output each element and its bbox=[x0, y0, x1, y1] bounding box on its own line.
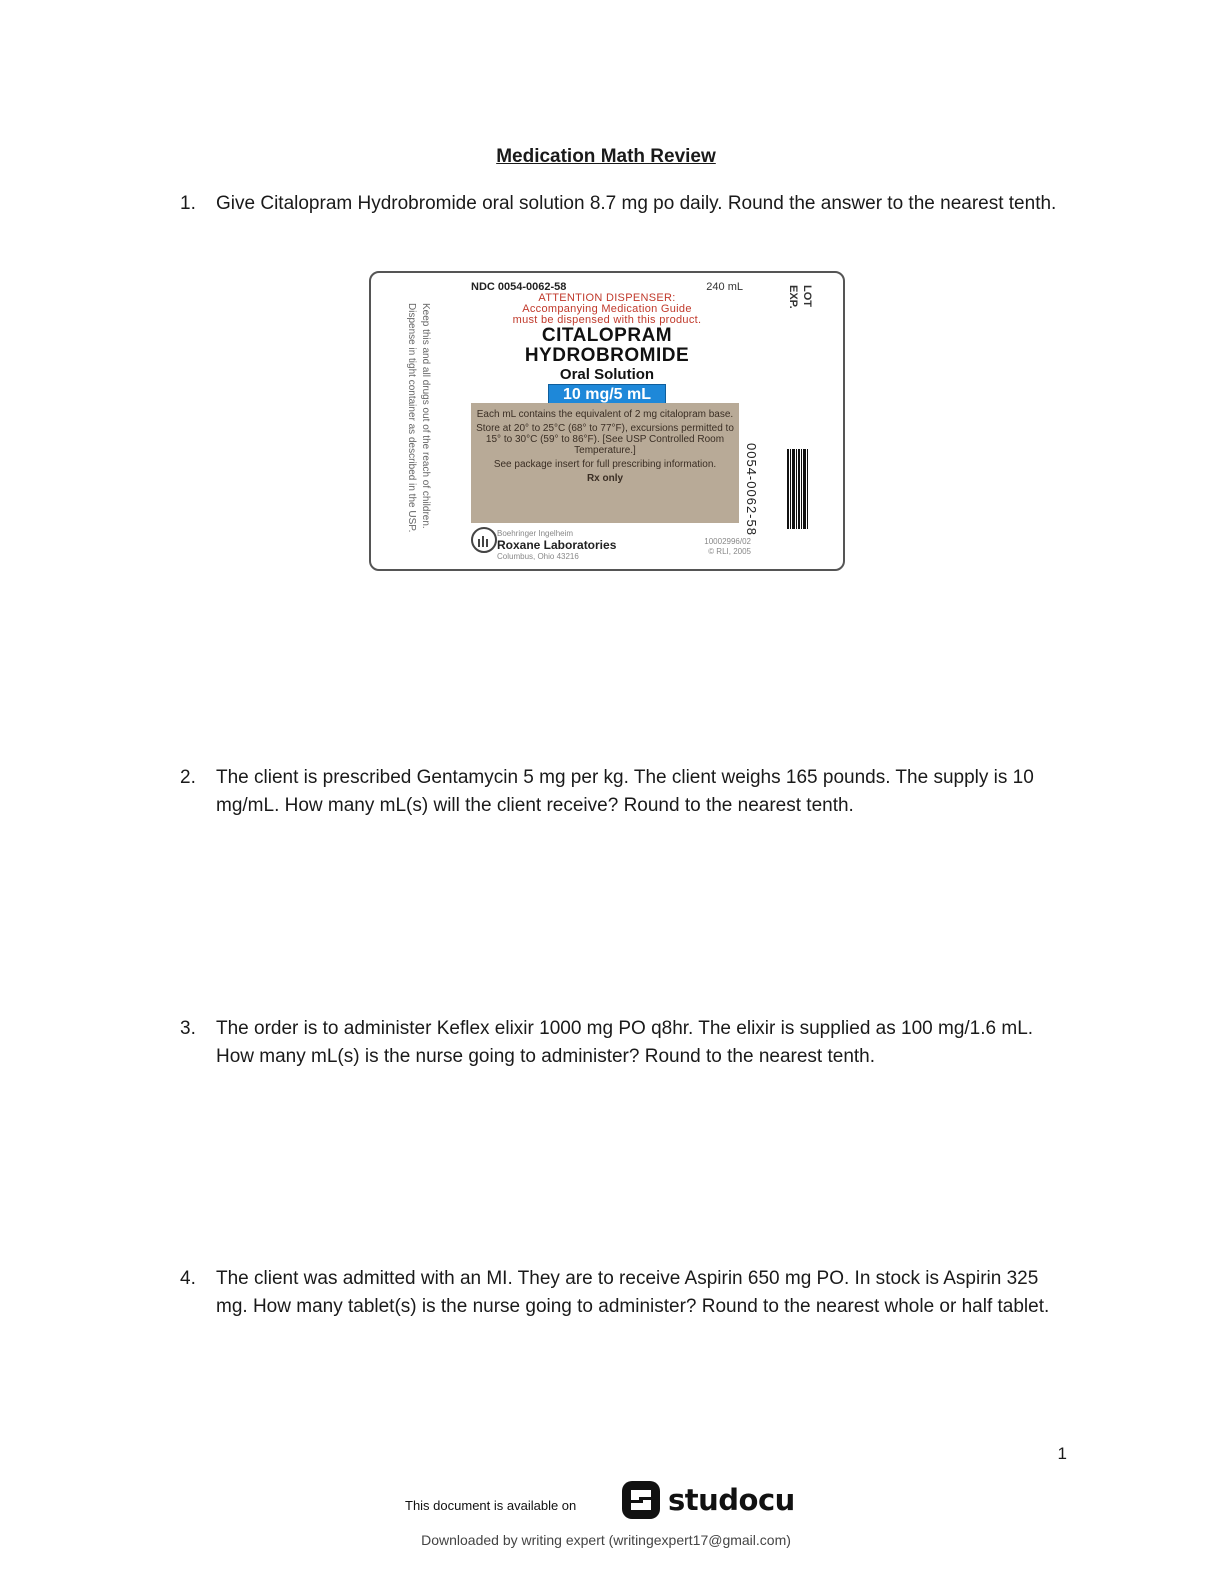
question-text: The client is prescribed Gentamycin 5 mg per kg. The client weighs 165 pounds. The supply is 10 mg/mL. How many mL(s) will the client receive? Round to the nearest tenth. bbox=[216, 767, 1034, 816]
medication-label bbox=[369, 271, 845, 571]
question-number: 1. bbox=[180, 193, 196, 214]
label-info-box bbox=[471, 403, 739, 523]
company-name: Roxane Laboratories bbox=[497, 538, 617, 552]
lot-exp bbox=[783, 283, 813, 313]
barcode-number: 0054-0062-58 bbox=[744, 443, 759, 536]
question-3 bbox=[180, 1015, 1070, 1071]
question-number: 2. bbox=[180, 767, 196, 788]
label-copyright: © RLI, 2005 bbox=[708, 547, 751, 556]
question-number: 3. bbox=[180, 1018, 196, 1039]
drug-name-1: CITALOPRAM bbox=[541, 325, 673, 346]
info-line-1: Each mL contains the equivalent of 2 mg citalopram base. bbox=[476, 409, 734, 420]
question-text: The client was admitted with an MI. They are to receive Aspirin 650 mg PO. In stock is Aspirin 325 mg. How many tablet(s) is the nurse going to administer? Round to the nearest whole or half tablet. bbox=[216, 1268, 1050, 1317]
company-parent: Boehringer Ingelheim bbox=[497, 529, 574, 538]
barcode bbox=[787, 449, 807, 529]
label-side-text bbox=[391, 303, 435, 553]
side-text-2: Dispense in tight container as described in the USP. bbox=[406, 303, 417, 533]
volume: 240 mL bbox=[706, 281, 743, 293]
footer-available-text: This document is available on bbox=[405, 1498, 577, 1513]
question-1 bbox=[180, 190, 1070, 218]
exp-text: EXP. bbox=[787, 285, 799, 309]
attention-line-2: Accompanying Medication Guide bbox=[522, 303, 692, 315]
studocu-logo-icon bbox=[622, 1481, 660, 1519]
label-codes bbox=[704, 537, 751, 557]
question-text: Give Citalopram Hydrobromide oral solution 8.7 mg po daily. Round the answer to the nearest tenth. bbox=[216, 193, 1057, 214]
info-line-3: See package insert for full prescribing information. bbox=[493, 459, 717, 470]
drug-strength: 10 mg/5 mL bbox=[548, 384, 666, 406]
attention-line-3: must be dispensed with this product. bbox=[512, 314, 702, 326]
ndc-code: NDC 0054-0062-58 bbox=[471, 281, 567, 293]
studocu-logo[interactable] bbox=[622, 1480, 795, 1520]
attention-line-1: ATTENTION DISPENSER: bbox=[538, 292, 676, 304]
question-4 bbox=[180, 1265, 1070, 1321]
question-text: The order is to administer Keflex elixir 1000 mg PO q8hr. The elixir is supplied as 100 mg/1.6 mL. How many mL(s) is the nurse going to administer? Round to the nearest tenth. bbox=[216, 1018, 1034, 1067]
info-line-2: Store at 20° to 25°C (68° to 77°F), excursions permitted to 15° to 30°C (59° to 86°F). [See USP Controlled Room Temperature.] bbox=[476, 423, 734, 456]
page-number: 1 bbox=[1057, 1444, 1067, 1463]
label-main bbox=[467, 281, 747, 406]
question-number: 4. bbox=[180, 1268, 196, 1289]
label-code: 10002996/02 bbox=[704, 537, 751, 546]
drug-form: Oral Solution bbox=[559, 366, 655, 383]
drug-name-2: HYDROBROMIDE bbox=[524, 345, 690, 366]
lot-text: LOT bbox=[801, 285, 813, 307]
side-text-1: Keep this and all drugs out of the reach of children. bbox=[420, 303, 431, 529]
footer-downloaded-text: Downloaded by writing expert (writingexpert17@gmail.com) bbox=[421, 1532, 791, 1548]
page-title: Medication Math Review bbox=[496, 146, 716, 167]
company-city: Columbus, Ohio 43216 bbox=[497, 552, 579, 561]
studocu-brand: studocu bbox=[668, 1483, 795, 1517]
rx-only: Rx only bbox=[586, 473, 624, 484]
question-2 bbox=[180, 764, 1070, 820]
